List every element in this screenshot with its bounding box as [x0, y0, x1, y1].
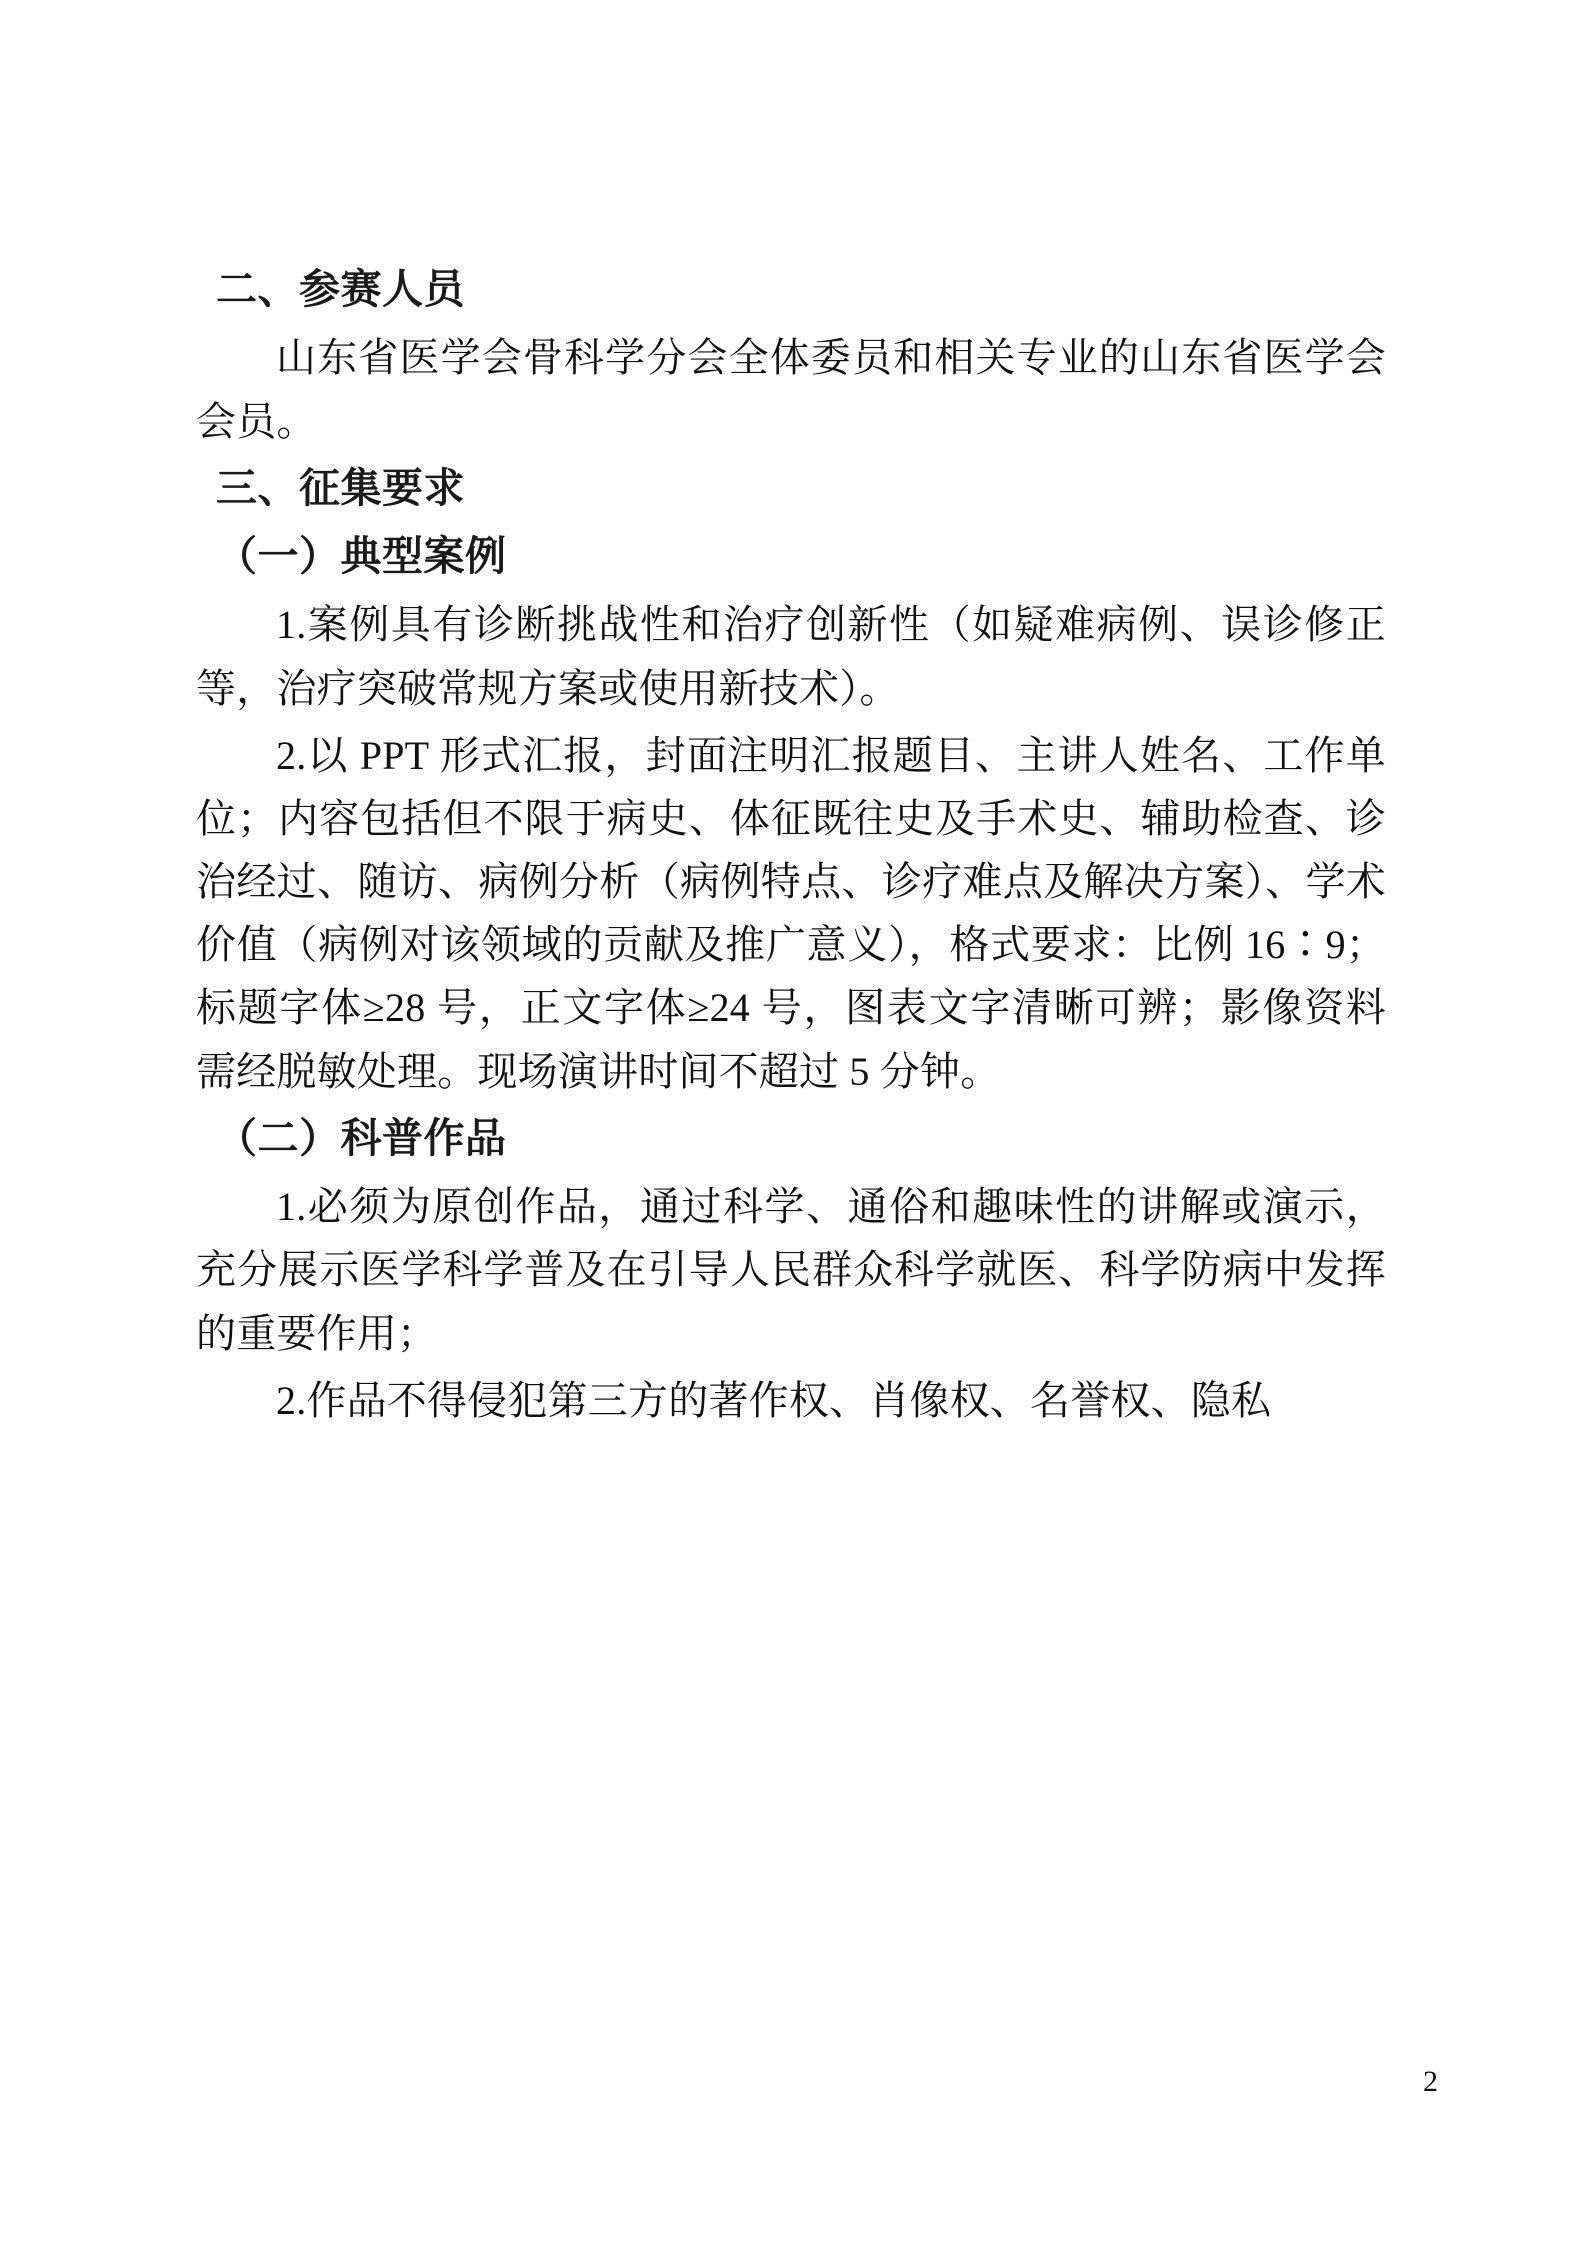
paragraph-typical-cases-item-1: 1.案例具有诊断挑战性和治疗创新性（如疑难病例、误诊修正等，治疗突破常规方案或使用新技术）。 [196, 602, 1386, 711]
paragraph-science-popularization-item-2: 2.作品不得侵犯第三方的著作权、肖像权、名誉权、隐私 [276, 1377, 1272, 1423]
subsection-heading-typical-cases: （一）典型案例 [216, 533, 507, 579]
document-body [196, 258, 1386, 1436]
section-heading-requirements: 三、征集要求 [216, 464, 465, 511]
paragraph-science-popularization-item-1: 1.必须为原创作品，通过科学、通俗和趣味性的讲解或演示，充分展示医学科学普及在引导人民群众科学就医、科学防病中发挥的重要作用； [196, 1184, 1386, 1356]
paragraph-participants-body: 山东省医学会骨科学分会全体委员和相关专业的山东省医学会会员。 [196, 335, 1386, 444]
paragraph-typical-cases-item-2: 2.以 PPT 形式汇报，封面注明汇报题目、主讲人姓名、工作单位；内容包括但不限于病史、体征既往史及手术史、辅助检查、诊治经过、随访、病例分析（病例特点、诊疗难点及解决方案）、学术价值（病例对该领域的贡献及推广意义），格式要求：比例 16∶9；标题字体≥28 号，正文字体≥24 号，图表文字清晰可辨；影像资料需经脱敏处理。现场演讲时间不超过 5 分钟。 [196, 732, 1386, 1094]
subsection-heading-science-popularization: （二）科普作品 [216, 1114, 507, 1161]
section-heading-participants: 二、参赛人员 [216, 266, 465, 312]
page-number: 2 [1423, 2065, 1438, 2098]
